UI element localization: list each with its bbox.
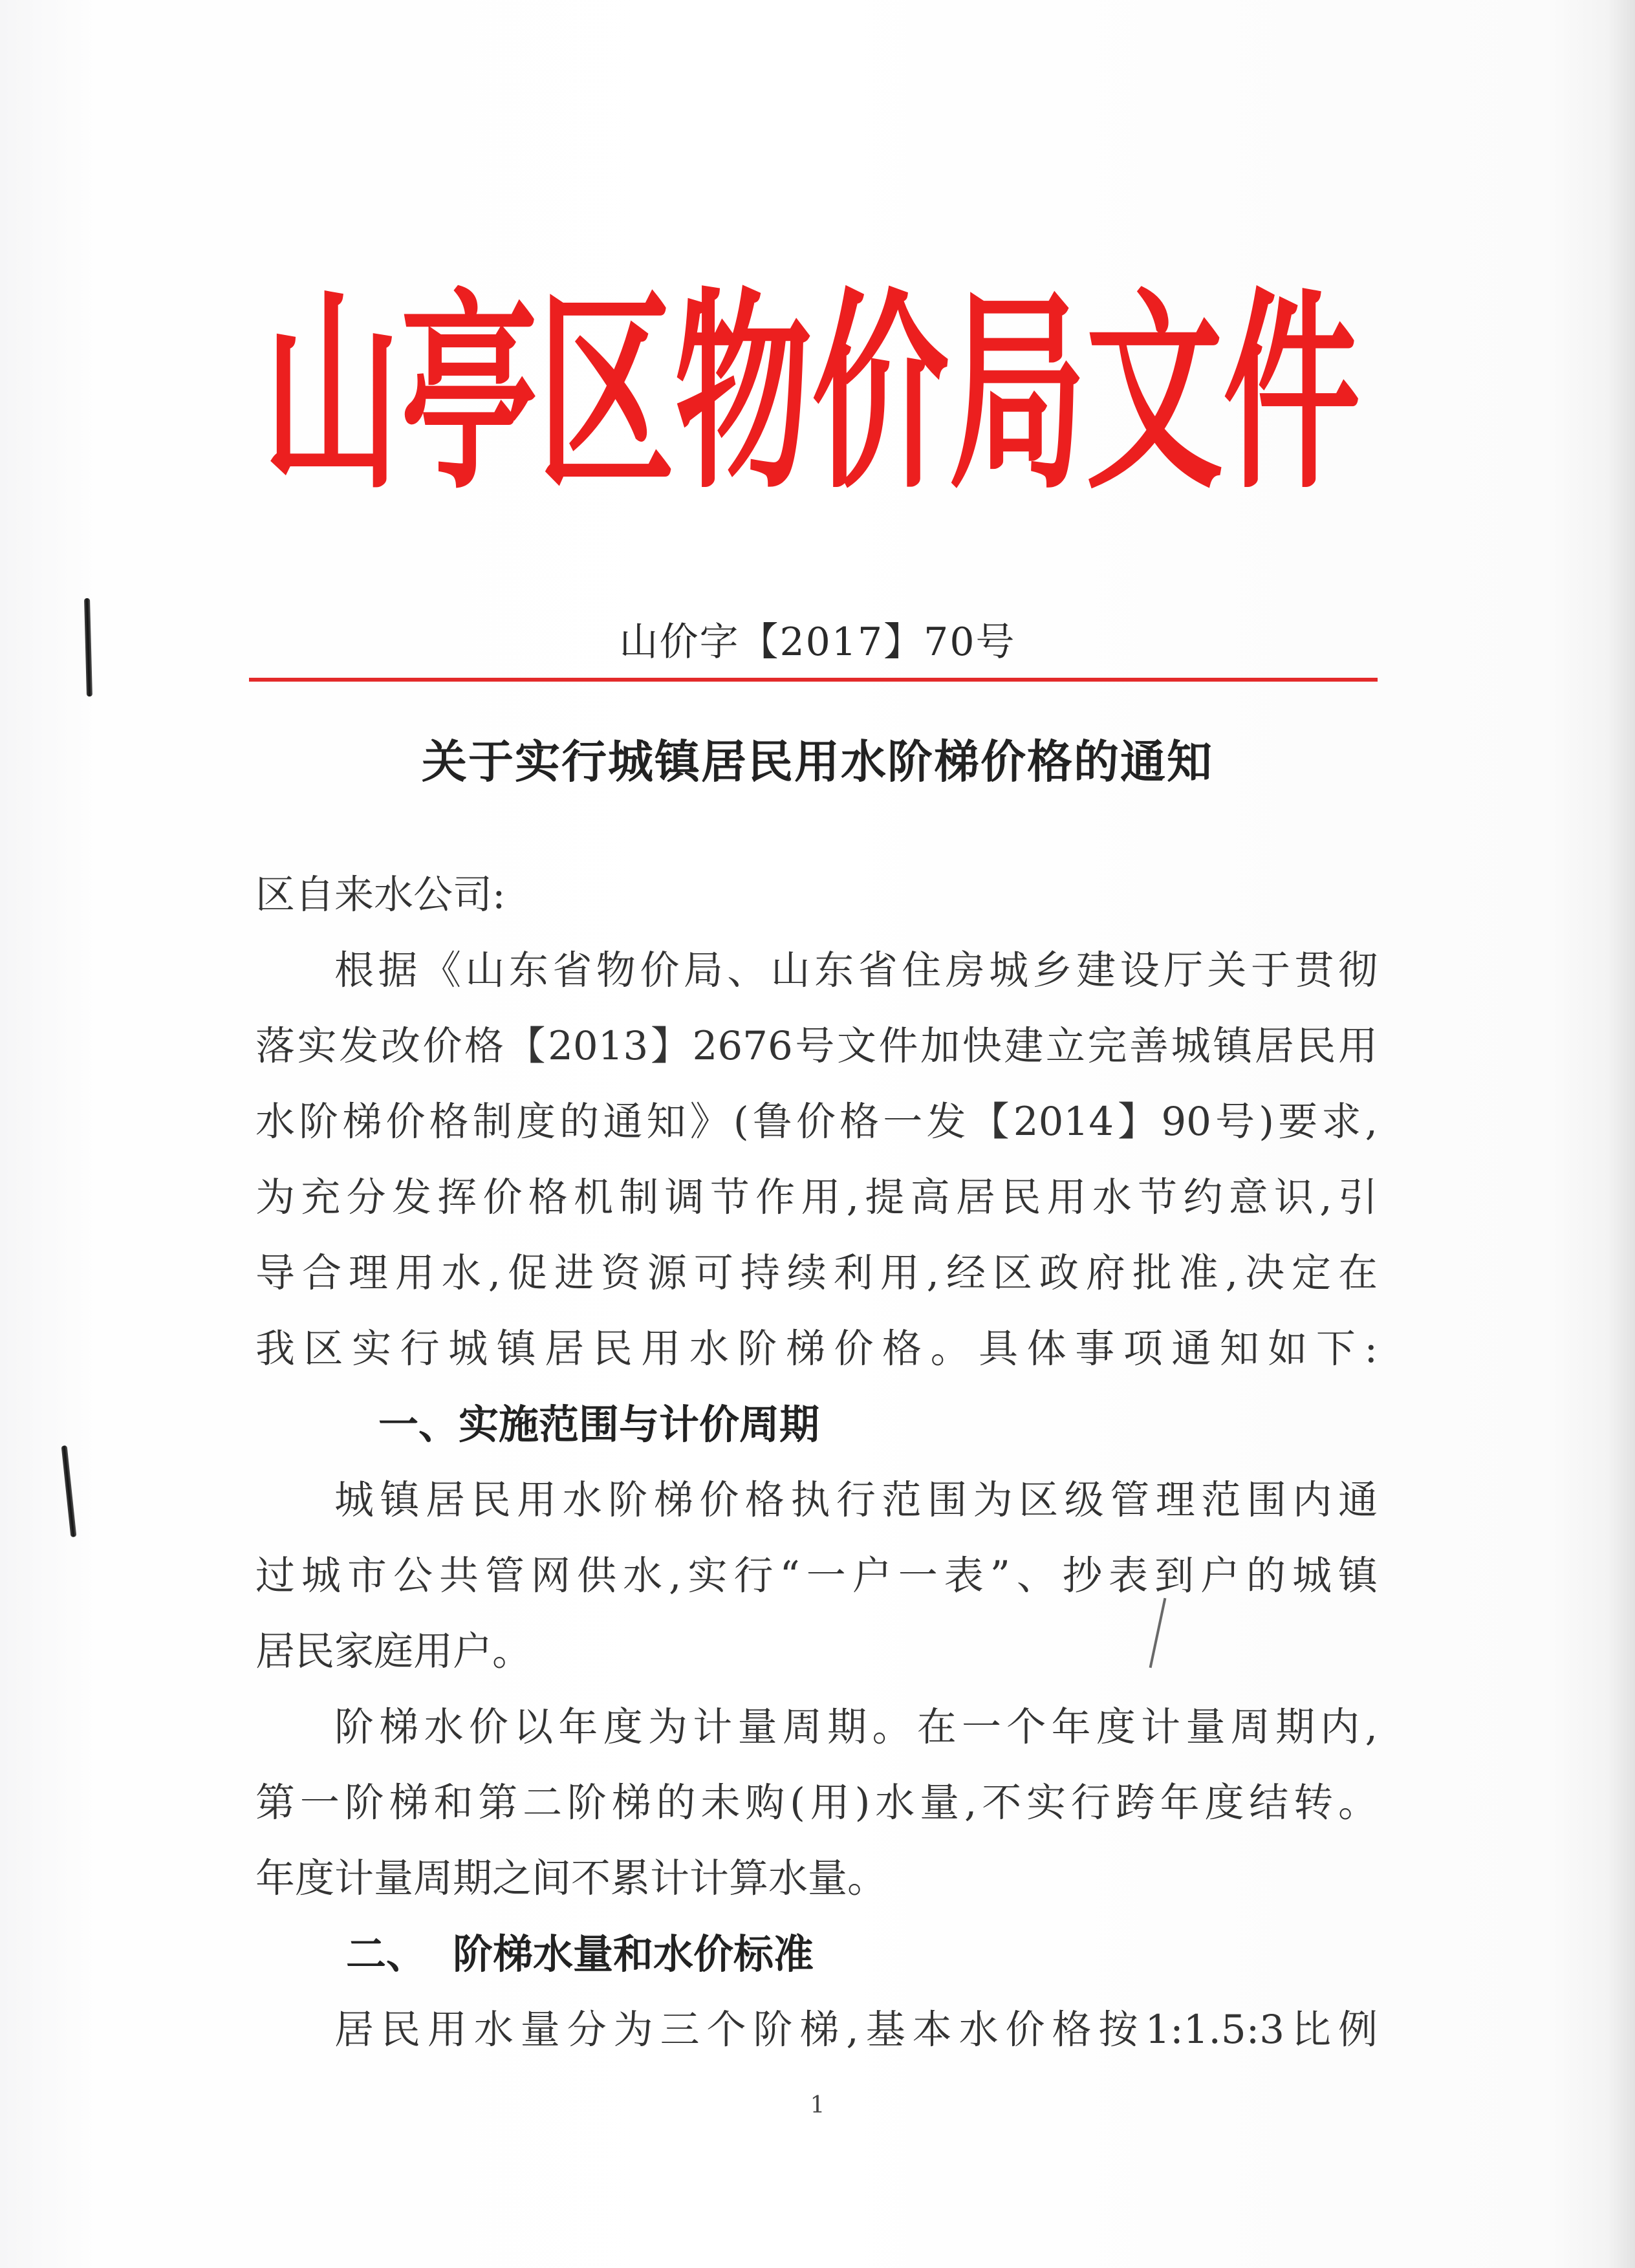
section-heading-2-text: 阶梯水量和水价标准 bbox=[453, 1930, 814, 1978]
intro-line: 落实发改价格【2013】2676号文件加快建立完善城镇居民用 bbox=[255, 1023, 1378, 1069]
section-heading-1: 一、实施范围与计价周期 bbox=[378, 1401, 820, 1448]
masthead-title: 山亭区物价局文件 bbox=[263, 267, 1360, 517]
addressee: 区自来水公司: bbox=[255, 872, 506, 918]
section1-line: 第一阶梯和第二阶梯的未购(用)水量,不实行跨年度结转。 bbox=[255, 1780, 1378, 1826]
section1-line: 过城市公共管网供水,实行“一户一表”、抄表到户的城镇 bbox=[255, 1553, 1378, 1599]
page-number: 1 bbox=[810, 2092, 825, 2119]
notice-title: 关于实行城镇居民用水阶梯价格的通知 bbox=[422, 735, 1213, 788]
section-heading-2 bbox=[255, 1916, 1378, 1992]
document-number: 山价字【2017】70号 bbox=[619, 620, 1016, 665]
intro-line: 我区实行城镇居民用水阶梯价格。具体事项通知如下: bbox=[255, 1326, 1378, 1372]
intro-line: 水阶梯价格制度的通知》(鲁价格一发【2014】90号)要求, bbox=[255, 1099, 1378, 1145]
intro-line: 根据《山东省物价局、山东省住房城乡建设厅关于贯彻 bbox=[334, 947, 1378, 993]
section2-line: 居民用水量分为三个阶梯,基本水价格按1:1.5:3比例 bbox=[334, 2007, 1378, 2053]
section1-line: 城镇居民用水阶梯价格执行范围为区级管理范围内通 bbox=[334, 1477, 1378, 1523]
intro-line: 导合理用水,促进资源可持续利用,经区政府批准,决定在 bbox=[255, 1250, 1378, 1296]
intro-line: 为充分发挥价格机制调节作用,提高居民用水节约意识,引 bbox=[255, 1174, 1378, 1220]
document-body bbox=[255, 857, 1378, 2068]
red-divider-line bbox=[249, 678, 1378, 682]
page-edge-shadow bbox=[1609, 0, 1635, 2268]
section1-line: 居民家庭用户。 bbox=[255, 1628, 532, 1674]
section1-line: 年度计量周期之间不累计计算水量。 bbox=[255, 1855, 887, 1901]
section1-line: 阶梯水价以年度为计量周期。在一个年度计量周期内, bbox=[334, 1704, 1378, 1750]
section-heading-2-number: 二、 bbox=[346, 1930, 427, 1978]
staple-bottom bbox=[61, 1445, 77, 1537]
